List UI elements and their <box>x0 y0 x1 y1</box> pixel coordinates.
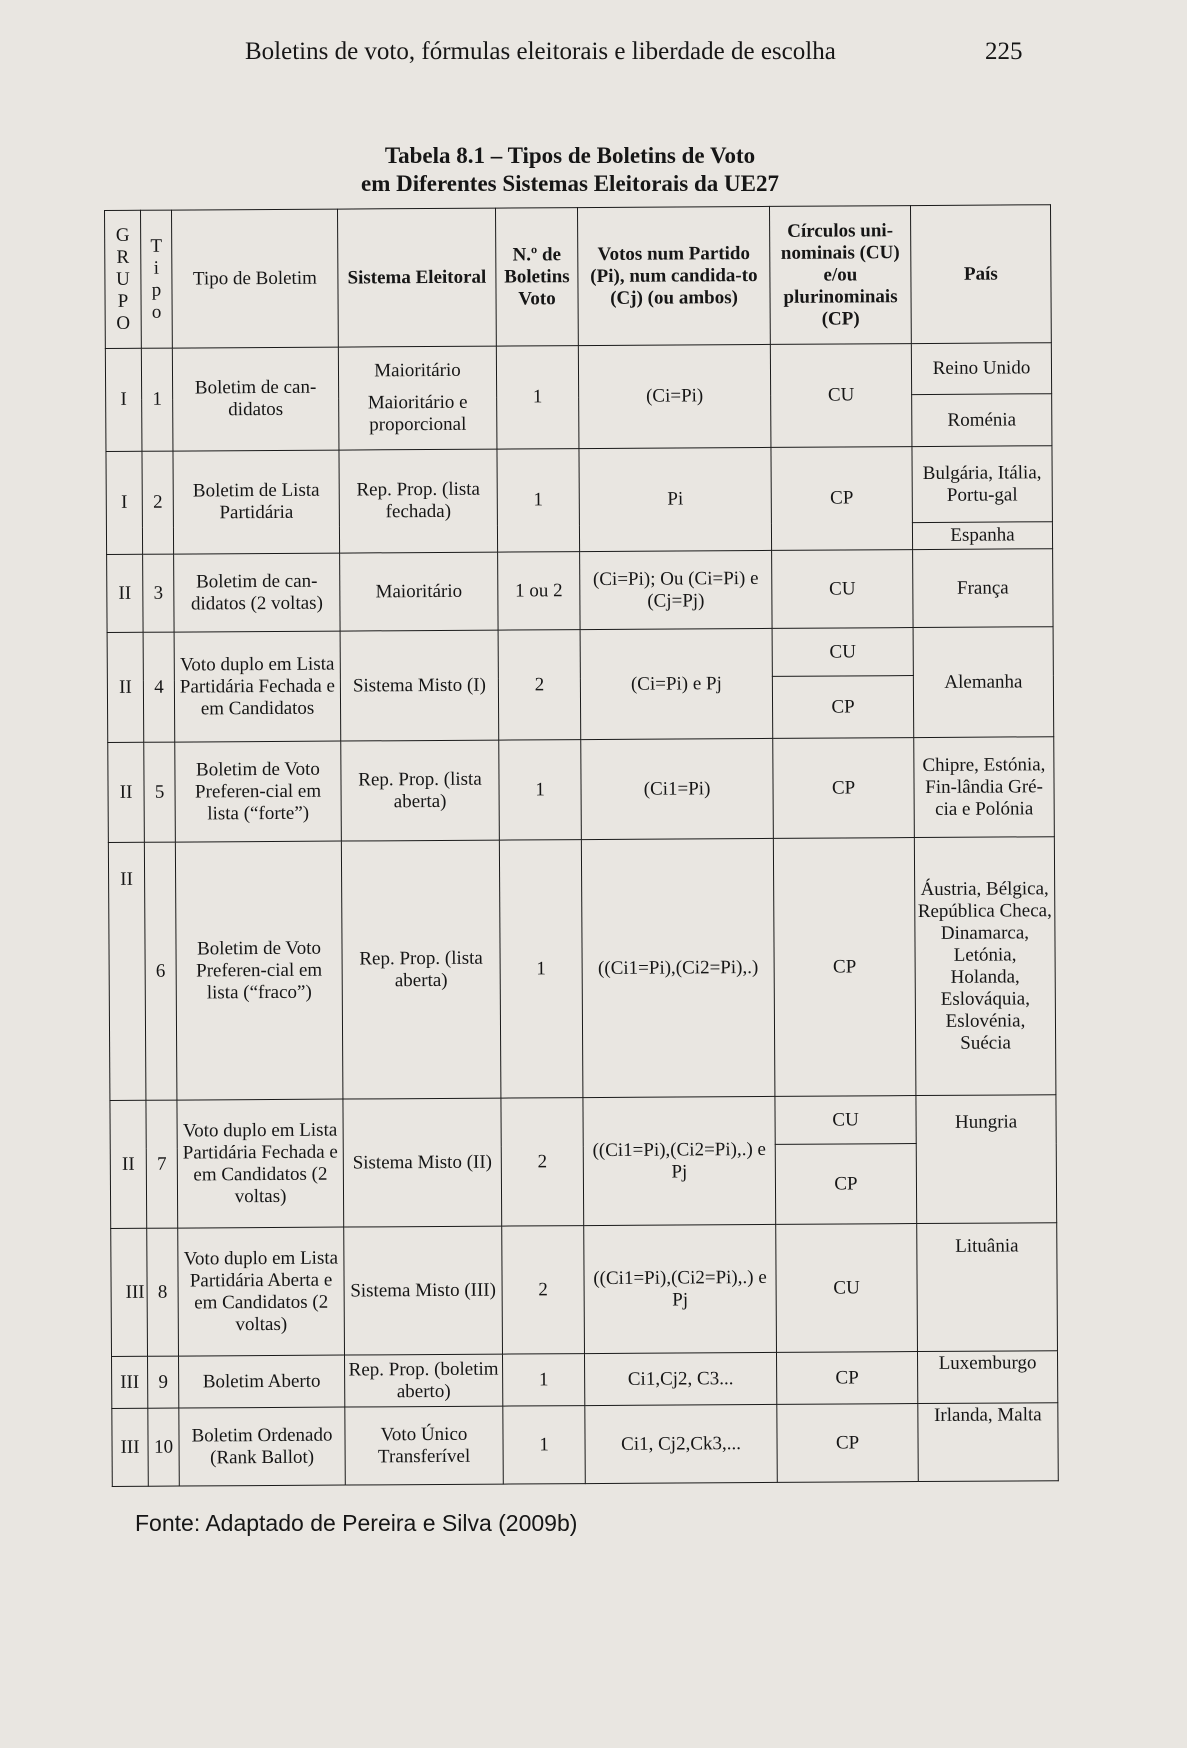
table-row <box>107 627 1053 681</box>
cell-tipo: 8 <box>147 1228 179 1356</box>
header-votos: Votos num Partido (Pi), num candida-to (Cj) (ou ambos) <box>577 206 770 345</box>
table-row <box>112 1351 1058 1409</box>
header-row <box>105 205 1052 349</box>
cell-sistema: Rep. Prop. (lista aberta) <box>341 740 500 841</box>
cell-grupo: II <box>110 1100 147 1228</box>
cell-votos: (Ci=Pi) <box>578 344 771 448</box>
cell-n-boletins: 2 <box>498 630 581 740</box>
cell-pais: Lituânia <box>917 1223 1058 1352</box>
cell-sistema: Maioritário Maioritário e proporcional <box>338 346 497 450</box>
cell-sistema: Sistema Misto (III) <box>344 1226 503 1355</box>
cell-boletim: Boletim de Voto Preferen-cial em lista (“forte”) <box>175 741 342 842</box>
table-row <box>105 343 1051 400</box>
cell-grupo: II <box>107 632 144 742</box>
cell-n-boletins: 1 ou 2 <box>498 552 580 630</box>
cell-pais: França <box>913 549 1053 628</box>
cell-circulos: CU <box>776 1224 918 1353</box>
cell-n-boletins: 1 <box>503 1406 585 1484</box>
cell-pais: Chipre, Estónia, Fin-lândia Gré-cia e Polónia <box>914 737 1055 838</box>
cell-boletim: Voto duplo em Lista Partidária Fechada e em Candidatos (2 voltas) <box>177 1099 344 1228</box>
cell-n-boletins: 1 <box>499 840 583 1098</box>
cell-circulos: CU <box>772 550 913 629</box>
cell-sistema: Maioritário <box>340 552 498 631</box>
header-sistema-eleitoral: Sistema Eleitoral <box>337 208 496 347</box>
cell-pais: Luxemburgo <box>917 1351 1057 1404</box>
page-number: 225 <box>985 38 1023 65</box>
cell-circulos: CU <box>772 628 913 677</box>
cell-votos: (Ci=Pi); Ou (Ci=Pi) e (Cj=Pj) <box>580 550 772 629</box>
cell-grupo: III <box>112 1356 148 1408</box>
cell-tipo: 4 <box>143 632 175 742</box>
cell-tipo: 1 <box>141 348 173 451</box>
cell-n-boletins: 2 <box>501 1098 584 1226</box>
cell-n-boletins: 1 <box>502 1354 584 1406</box>
cell-boletim: Boletim de Voto Preferen-cial em lista (“fraco”) <box>175 841 343 1100</box>
cell-grupo: II <box>107 554 143 632</box>
cell-votos: ((Ci1=Pi),(Ci2=Pi),.) <box>581 838 775 1097</box>
table-row <box>107 549 1053 633</box>
cell-circulos: CP <box>777 1404 918 1483</box>
cell-pais: Roménia <box>912 394 1052 447</box>
cell-tipo: 5 <box>144 742 176 842</box>
table-row <box>106 446 1052 528</box>
header-tipo-boletim: Tipo de Boletim <box>172 209 339 348</box>
cell-sistema: Rep. Prop. (boletim aberto) <box>344 1354 502 1407</box>
cell-n-boletins: 1 <box>496 346 579 449</box>
cell-n-boletins: 1 <box>497 449 580 552</box>
cell-sistema: Voto Único Transferível <box>345 1406 503 1485</box>
cell-grupo: I <box>105 348 142 451</box>
cell-n-boletins: 2 <box>502 1226 585 1354</box>
source-note: Fonte: Adaptado de Pereira e Silva (2009b) <box>135 1510 578 1536</box>
table-row <box>110 1095 1056 1149</box>
cell-pais: Áustria, Bélgica, República Checa, Dinamarca, Letónia, Holanda, Eslováquia, Eslovénia, Suécia <box>914 837 1056 1096</box>
table-row <box>108 837 1056 1101</box>
cell-pais: Irlanda, Malta <box>918 1403 1058 1482</box>
cell-grupo: III <box>112 1408 148 1486</box>
cell-votos: (Ci=Pi) e Pj <box>580 628 773 739</box>
cell-sistema: Sistema Misto (I) <box>340 630 499 741</box>
table-row <box>111 1223 1058 1357</box>
cell-votos: Pi <box>579 447 772 551</box>
table-row <box>112 1403 1058 1487</box>
cell-grupo: I <box>106 451 143 554</box>
cell-circulos: CP <box>775 1144 916 1225</box>
header-tipo: T i p o <box>141 210 173 348</box>
cell-sistema: Sistema Misto (II) <box>343 1098 502 1227</box>
cell-grupo: II <box>108 742 145 842</box>
caption-line-2: em Diferentes Sistemas Eleitorais da UE27 <box>361 171 779 196</box>
cell-tipo: 2 <box>142 451 174 554</box>
running-title: Boletins de voto, fórmulas eleitorais e liberdade de escolha <box>245 38 836 65</box>
cell-circulos: CP <box>772 676 913 739</box>
cell-boletim: Voto duplo em Lista Partidária Aberta e em Candidatos (2 voltas) <box>178 1227 345 1356</box>
cell-grupo: II <box>108 842 146 1100</box>
cell-pais: Hungria <box>916 1095 1057 1224</box>
cell-tipo: 3 <box>143 554 174 632</box>
cell-boletim: Boletim Aberto <box>179 1355 345 1408</box>
cell-sistema: Rep. Prop. (lista aberta) <box>341 840 501 1099</box>
cell-sistema: Rep. Prop. (lista fechada) <box>339 449 498 553</box>
cell-boletim: Boletim de Lista Partidária <box>173 450 340 554</box>
cell-boletim: Boletim Ordenado (Rank Ballot) <box>179 1407 345 1486</box>
header-circulos: Círculos uni-nominais (CU) e/ou plurinominais (CP) <box>769 206 911 345</box>
cell-pais: Alemanha <box>913 627 1054 738</box>
cell-pais: Espanha <box>912 522 1052 550</box>
cell-tipo: 10 <box>148 1408 179 1486</box>
cell-boletim: Boletim de can-didatos <box>172 347 339 451</box>
cell-circulos: CP <box>771 447 913 551</box>
cell-circulos: CP <box>773 738 915 839</box>
cell-votos: Ci1,Cj2, C3... <box>584 1352 776 1405</box>
cell-grupo: III <box>111 1228 148 1356</box>
cell-n-boletins: 1 <box>499 740 582 840</box>
cell-votos: ((Ci1=Pi),(Ci2=Pi),.) e Pj <box>584 1224 777 1353</box>
cell-votos: ((Ci1=Pi),(Ci2=Pi),.) e Pj <box>583 1096 776 1225</box>
header-pais: País <box>910 205 1051 344</box>
cell-boletim: Boletim de can-didatos (2 voltas) <box>174 553 340 632</box>
cell-pais: Bulgária, Itália, Portu-gal <box>912 446 1052 523</box>
cell-tipo: 9 <box>148 1356 179 1408</box>
cell-circulos: CP <box>776 1352 917 1405</box>
cell-pais: Reino Unido <box>911 343 1051 395</box>
caption-line-1: Tabela 8.1 – Tipos de Boletins de Voto <box>384 143 756 168</box>
cell-votos: Ci1, Cj2,Ck3,... <box>585 1404 777 1483</box>
ballot-types-table <box>104 204 1059 1487</box>
header-grupo: G R U P O <box>105 210 142 348</box>
cell-circulos: CU <box>770 344 912 448</box>
cell-tipo: 7 <box>146 1100 178 1228</box>
cell-boletim: Voto duplo em Lista Partidária Fechada e em Candidatos <box>174 631 341 742</box>
table-caption <box>300 142 840 198</box>
cell-tipo: 6 <box>144 842 177 1100</box>
cell-votos: (Ci1=Pi) <box>581 738 774 839</box>
cell-circulos: CP <box>773 838 916 1097</box>
table-wrapper <box>104 204 1058 1487</box>
cell-circulos: CU <box>775 1096 916 1145</box>
header-n-boletins: N.º de Boletins Voto <box>495 208 578 346</box>
table-row <box>108 737 1055 843</box>
